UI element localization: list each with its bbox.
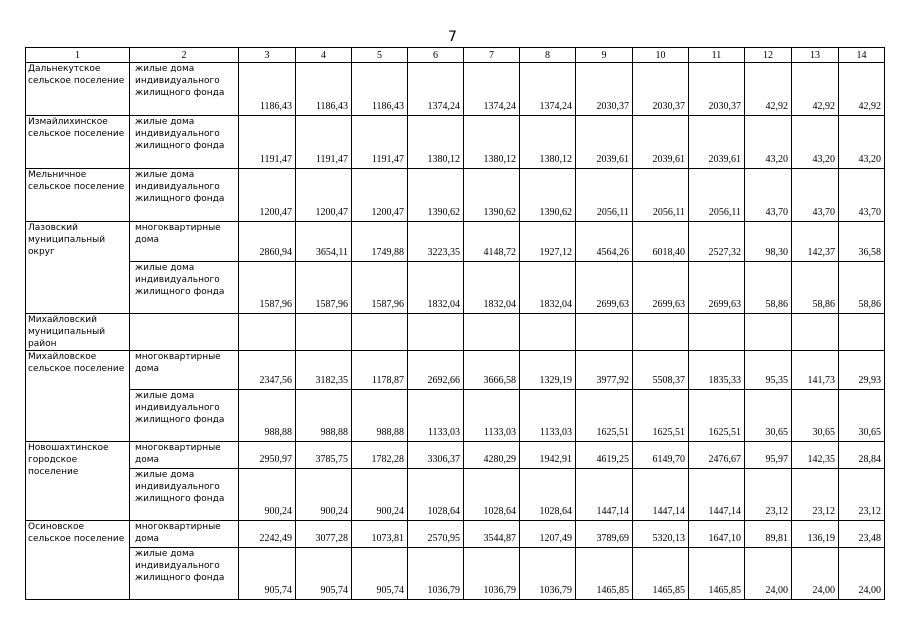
- table-row: [26, 222, 885, 262]
- tariff-value: 900,24: [296, 469, 352, 521]
- tariff-value: 29,93: [839, 351, 885, 390]
- tariff-value: 1832,04: [464, 262, 520, 314]
- table-row: [26, 548, 885, 600]
- tariff-value: 1447,14: [689, 469, 745, 521]
- housing-type: жилые дома индивидуального жилищного фонда: [130, 262, 239, 314]
- tariff-value: 905,74: [239, 548, 296, 600]
- tariff-value: 30,65: [792, 390, 839, 442]
- tariff-value: 988,88: [239, 390, 296, 442]
- housing-type: многоквартирные дома: [130, 442, 239, 469]
- tariff-value: 1028,64: [464, 469, 520, 521]
- tariff-value: 1186,43: [296, 63, 352, 116]
- tariff-value: 1374,24: [520, 63, 576, 116]
- tariff-value: 2039,61: [576, 116, 633, 169]
- tariff-value: 1447,14: [633, 469, 689, 521]
- table-row: [26, 116, 885, 169]
- tariff-value: 136,19: [792, 521, 839, 548]
- column-header: 1: [26, 48, 130, 63]
- tariff-value: 3182,35: [296, 351, 352, 390]
- tariff-value: 2030,37: [633, 63, 689, 116]
- tariff-value: 1036,79: [520, 548, 576, 600]
- tariff-value: 905,74: [352, 548, 408, 600]
- tariff-value: 1207,49: [520, 521, 576, 548]
- housing-type: жилые дома индивидуального жилищного фонда: [130, 548, 239, 600]
- tariff-value: 2056,11: [633, 169, 689, 222]
- tariff-value: 30,65: [839, 390, 885, 442]
- tariff-value: 1465,85: [576, 548, 633, 600]
- tariff-value: 58,86: [839, 262, 885, 314]
- tariff-value: 43,70: [792, 169, 839, 222]
- tariff-value: 3666,58: [464, 351, 520, 390]
- tariff-value: 23,12: [839, 469, 885, 521]
- tariff-table: [25, 47, 885, 600]
- table-row: [26, 390, 885, 442]
- housing-type: многоквартирные дома: [130, 521, 239, 548]
- territory-name: Осиновское сельское поселение: [26, 521, 130, 600]
- column-header: 2: [130, 48, 239, 63]
- tariff-value: 1625,51: [689, 390, 745, 442]
- tariff-value: 2570,95: [408, 521, 464, 548]
- territory-name: Измайлихинское сельское поселение: [26, 116, 130, 169]
- tariff-value: 2476,67: [689, 442, 745, 469]
- tariff-value: 1191,47: [352, 116, 408, 169]
- tariff-value: 2030,37: [576, 63, 633, 116]
- tariff-value: 89,81: [745, 521, 792, 548]
- tariff-value: 1380,12: [520, 116, 576, 169]
- column-header: 13: [792, 48, 839, 63]
- tariff-value: 988,88: [296, 390, 352, 442]
- tariff-value: 3306,37: [408, 442, 464, 469]
- tariff-value: 1191,47: [239, 116, 296, 169]
- column-header: 8: [520, 48, 576, 63]
- column-header: 9: [576, 48, 633, 63]
- tariff-value: 58,86: [792, 262, 839, 314]
- tariff-value: 142,37: [792, 222, 839, 262]
- tariff-value: 2950,97: [239, 442, 296, 469]
- housing-type: многоквартирные дома: [130, 351, 239, 390]
- tariff-value: 30,65: [745, 390, 792, 442]
- tariff-value: 58,86: [745, 262, 792, 314]
- tariff-value: 95,97: [745, 442, 792, 469]
- tariff-value: 1587,96: [352, 262, 408, 314]
- tariff-value: 2699,63: [576, 262, 633, 314]
- tariff-value: 1782,28: [352, 442, 408, 469]
- tariff-value: [792, 314, 839, 351]
- tariff-value: [745, 314, 792, 351]
- tariff-value: 1625,51: [576, 390, 633, 442]
- tariff-value: 1036,79: [408, 548, 464, 600]
- territory-name: Михайловское сельское поселение: [26, 351, 130, 442]
- tariff-value: 42,92: [792, 63, 839, 116]
- tariff-value: 6149,70: [633, 442, 689, 469]
- tariff-value: 4619,25: [576, 442, 633, 469]
- tariff-value: [464, 314, 520, 351]
- tariff-value: 1465,85: [633, 548, 689, 600]
- territory-name: Мельничное сельское поселение: [26, 169, 130, 222]
- table-row: [26, 351, 885, 390]
- tariff-value: 2347,56: [239, 351, 296, 390]
- territory-name: Михайловский муниципальный район: [26, 314, 130, 351]
- tariff-value: 988,88: [352, 390, 408, 442]
- tariff-value: 2242,49: [239, 521, 296, 548]
- tariff-value: 28,84: [839, 442, 885, 469]
- tariff-value: 1133,03: [464, 390, 520, 442]
- tariff-value: 1329,19: [520, 351, 576, 390]
- tariff-value: 24,00: [839, 548, 885, 600]
- tariff-value: 1832,04: [408, 262, 464, 314]
- table-row: [26, 469, 885, 521]
- tariff-value: 2039,61: [633, 116, 689, 169]
- tariff-value: 1200,47: [239, 169, 296, 222]
- tariff-value: 43,20: [839, 116, 885, 169]
- tariff-value: 2527,32: [689, 222, 745, 262]
- tariff-value: 1835,33: [689, 351, 745, 390]
- territory-name: Дальнекутское сельское поселение: [26, 63, 130, 116]
- tariff-value: [520, 314, 576, 351]
- tariff-value: 2056,11: [689, 169, 745, 222]
- column-header: 12: [745, 48, 792, 63]
- housing-type: жилые дома индивидуального жилищного фонда: [130, 169, 239, 222]
- tariff-value: 3785,75: [296, 442, 352, 469]
- tariff-value: 2699,63: [689, 262, 745, 314]
- tariff-value: 1465,85: [689, 548, 745, 600]
- tariff-value: 42,92: [839, 63, 885, 116]
- housing-type: жилые дома индивидуального жилищного фонда: [130, 63, 239, 116]
- tariff-value: 98,30: [745, 222, 792, 262]
- tariff-value: 1200,47: [352, 169, 408, 222]
- tariff-value: 1647,10: [689, 521, 745, 548]
- tariff-value: 2030,37: [689, 63, 745, 116]
- column-header: 5: [352, 48, 408, 63]
- tariff-value: 2056,11: [576, 169, 633, 222]
- housing-type: [130, 314, 239, 351]
- table-row: [26, 442, 885, 469]
- tariff-value: 1942,91: [520, 442, 576, 469]
- housing-type: жилые дома индивидуального жилищного фонда: [130, 116, 239, 169]
- tariff-value: 24,00: [745, 548, 792, 600]
- tariff-value: 36,58: [839, 222, 885, 262]
- tariff-value: 1374,24: [464, 63, 520, 116]
- tariff-value: 1178,87: [352, 351, 408, 390]
- tariff-value: 1133,03: [520, 390, 576, 442]
- table-row: [26, 262, 885, 314]
- tariff-value: 3077,28: [296, 521, 352, 548]
- header-row: [26, 48, 885, 63]
- tariff-value: 1390,62: [520, 169, 576, 222]
- tariff-value: 2692,66: [408, 351, 464, 390]
- tariff-value: [689, 314, 745, 351]
- tariff-value: 5508,37: [633, 351, 689, 390]
- tariff-value: 2699,63: [633, 262, 689, 314]
- tariff-value: 23,48: [839, 521, 885, 548]
- tariff-value: 3654,11: [296, 222, 352, 262]
- tariff-value: 141,73: [792, 351, 839, 390]
- tariff-value: 1390,62: [464, 169, 520, 222]
- tariff-value: 43,70: [745, 169, 792, 222]
- table-row: [26, 63, 885, 116]
- tariff-value: 2860,94: [239, 222, 296, 262]
- table-row: [26, 314, 885, 351]
- housing-type: многоквартирные дома: [130, 222, 239, 262]
- tariff-value: 4564,26: [576, 222, 633, 262]
- tariff-value: 42,92: [745, 63, 792, 116]
- column-header: 4: [296, 48, 352, 63]
- tariff-value: 43,70: [839, 169, 885, 222]
- tariff-value: 1073,81: [352, 521, 408, 548]
- tariff-value: 1832,04: [520, 262, 576, 314]
- tariff-value: [296, 314, 352, 351]
- tariff-value: 1380,12: [464, 116, 520, 169]
- tariff-value: 1191,47: [296, 116, 352, 169]
- tariff-value: 1200,47: [296, 169, 352, 222]
- tariff-value: 4280,29: [464, 442, 520, 469]
- tariff-value: 1028,64: [408, 469, 464, 521]
- tariff-value: 1186,43: [239, 63, 296, 116]
- tariff-value: 1133,03: [408, 390, 464, 442]
- tariff-value: 900,24: [352, 469, 408, 521]
- tariff-value: 905,74: [296, 548, 352, 600]
- tariff-value: 6018,40: [633, 222, 689, 262]
- housing-type: жилые дома индивидуального жилищного фонда: [130, 390, 239, 442]
- tariff-value: 95,35: [745, 351, 792, 390]
- territory-name: Лазовский муниципальный округ: [26, 222, 130, 314]
- tariff-value: 1028,64: [520, 469, 576, 521]
- tariff-value: [352, 314, 408, 351]
- column-header: 10: [633, 48, 689, 63]
- tariff-value: 1447,14: [576, 469, 633, 521]
- housing-type: жилые дома индивидуального жилищного фонда: [130, 469, 239, 521]
- tariff-value: 3789,69: [576, 521, 633, 548]
- column-header: 6: [408, 48, 464, 63]
- tariff-value: 23,12: [792, 469, 839, 521]
- tariff-value: 2039,61: [689, 116, 745, 169]
- tariff-value: 1390,62: [408, 169, 464, 222]
- tariff-value: [239, 314, 296, 351]
- table-row: [26, 521, 885, 548]
- tariff-value: 1186,43: [352, 63, 408, 116]
- tariff-value: 142,35: [792, 442, 839, 469]
- column-header: 14: [839, 48, 885, 63]
- tariff-value: 43,20: [792, 116, 839, 169]
- tariff-value: 24,00: [792, 548, 839, 600]
- tariff-value: 3977,92: [576, 351, 633, 390]
- tariff-value: 4148,72: [464, 222, 520, 262]
- tariff-value: 3544,87: [464, 521, 520, 548]
- page-number: 7: [448, 29, 457, 45]
- tariff-value: 5320,13: [633, 521, 689, 548]
- tariff-value: 1374,24: [408, 63, 464, 116]
- tariff-value: [839, 314, 885, 351]
- column-header: 3: [239, 48, 296, 63]
- territory-name: Новошахтинское городское поселение: [26, 442, 130, 521]
- tariff-value: [633, 314, 689, 351]
- tariff-value: 23,12: [745, 469, 792, 521]
- column-header: 7: [464, 48, 520, 63]
- tariff-value: 1380,12: [408, 116, 464, 169]
- tariff-value: 3223,35: [408, 222, 464, 262]
- tariff-value: 1749,88: [352, 222, 408, 262]
- table-row: [26, 169, 885, 222]
- tariff-value: [576, 314, 633, 351]
- tariff-value: 1625,51: [633, 390, 689, 442]
- tariff-value: 1927,12: [520, 222, 576, 262]
- tariff-value: 1587,96: [296, 262, 352, 314]
- tariff-value: 900,24: [239, 469, 296, 521]
- tariff-value: 43,20: [745, 116, 792, 169]
- tariff-value: 1587,96: [239, 262, 296, 314]
- column-header: 11: [689, 48, 745, 63]
- tariff-value: [408, 314, 464, 351]
- tariff-value: 1036,79: [464, 548, 520, 600]
